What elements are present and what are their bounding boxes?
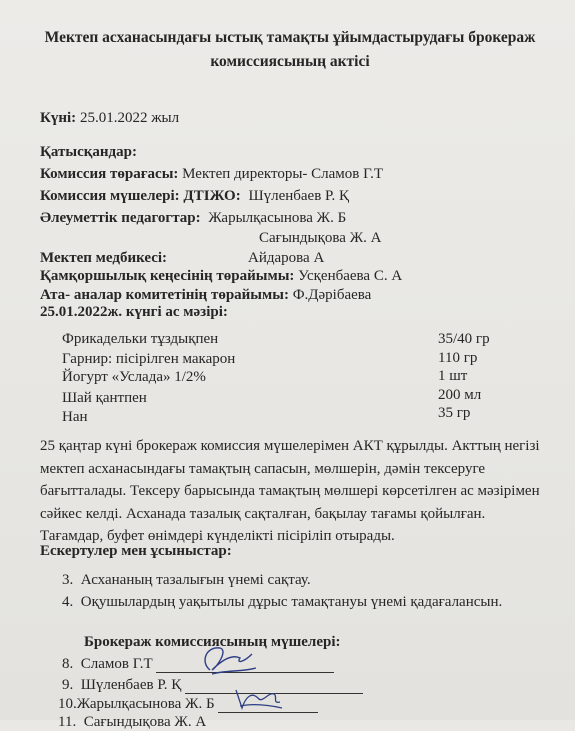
member-row bbox=[62, 656, 334, 673]
member-name: Сағындықова Ж. А bbox=[83, 714, 207, 730]
participant-nurse bbox=[40, 250, 167, 267]
recommendation-item bbox=[62, 572, 311, 589]
recommendation-item bbox=[62, 594, 502, 611]
recommendation-text: Асхананың тазалығын үнемі сақтау. bbox=[80, 572, 311, 588]
act-paragraph bbox=[40, 435, 560, 548]
signature-line bbox=[185, 679, 363, 694]
paragraph-line: Тағамдар, буфет өнімдері күнделікті пісіріліп отырады. bbox=[40, 528, 395, 545]
member-row bbox=[62, 677, 363, 694]
participant-name: Шүленбаев Р. Қ bbox=[248, 188, 350, 204]
participant-role: Мектеп медбикесі: bbox=[40, 250, 168, 266]
paragraph-line: сәйкес келді. Асханада тазалық сақталған, бақылау тағамы қойылған. bbox=[40, 505, 486, 522]
participant-name: Ф.Дәрібаева bbox=[292, 287, 372, 303]
paragraph-line: 25 қаңтар күні брокераж комиссия мүшелерімен АКТ құрылды. Акттың негізі bbox=[40, 438, 540, 454]
date-row bbox=[40, 110, 179, 127]
menu-qty: 200 мл bbox=[438, 387, 482, 403]
member-number: 10. bbox=[58, 696, 77, 712]
member-name: Шүленбаев Р. Қ bbox=[80, 677, 182, 693]
member-name: Жарылқасынова Ж. Б bbox=[76, 696, 215, 712]
member-number: 11. bbox=[58, 714, 77, 730]
participant-chair bbox=[40, 166, 383, 183]
participant-board bbox=[40, 268, 402, 285]
menu-qty: 1 шт bbox=[438, 368, 468, 384]
participant-name: Усқенбаева С. А bbox=[298, 268, 403, 284]
members-heading: Брокераж комиссиясының мүшелері: bbox=[84, 634, 341, 650]
recommendation-number: 3. bbox=[62, 572, 74, 588]
participant-parents bbox=[40, 287, 371, 304]
participant-nurse-name bbox=[248, 250, 324, 267]
participant-role: Қамқоршылық кеңесінің төрайымы: bbox=[40, 268, 295, 284]
date-label: Күні: bbox=[40, 110, 77, 126]
participant-role: Комиссия төрағасы: bbox=[40, 166, 179, 182]
menu-item: Шай қантпен bbox=[62, 390, 147, 406]
participant-role: Әлеуметтік педагогтар: bbox=[40, 210, 201, 226]
member-row bbox=[58, 696, 318, 713]
participant-social-ped-2 bbox=[259, 230, 381, 247]
menu-qty: 35/40 гр bbox=[438, 331, 490, 347]
participant-members bbox=[40, 188, 349, 205]
title-line-2: комиссиясының актісі bbox=[210, 53, 370, 70]
participant-name: Жарылқасынова Ж. Б bbox=[208, 210, 347, 226]
signature-line bbox=[156, 658, 334, 673]
recommendations-heading: Ескертулер мен ұсыныстар: bbox=[40, 543, 232, 559]
date-value: 25.01.2022 жыл bbox=[79, 110, 180, 126]
paragraph-line: бағытталады. Тексеру барысында тамақтың мөлшері көрсетілген ас мәзірімен bbox=[40, 483, 540, 500]
participant-name: Сағындықова Ж. А bbox=[259, 230, 382, 246]
menu-heading: 25.01.2022ж. күнгі ас мәзірі: bbox=[40, 304, 228, 320]
menu-item: Фрикадельки тұздықпен bbox=[62, 331, 219, 347]
signature-line bbox=[218, 698, 318, 713]
member-name: Сламов Г.Т bbox=[80, 656, 153, 672]
member-number: 8. bbox=[62, 656, 74, 672]
participant-extra: ДТІЖО: bbox=[183, 188, 241, 204]
recommendation-text: Оқушылардың уақытылы дұрыс тамақтануы үнемі қадағалансын. bbox=[80, 594, 503, 610]
participant-role: Комиссия мүшелері: bbox=[40, 188, 180, 204]
participant-name: Мектеп директоры- Сламов Г.Т bbox=[182, 166, 384, 182]
participant-role: Ата- аналар комитетінің төрайымы: bbox=[40, 287, 289, 303]
participant-social-ped bbox=[40, 210, 346, 227]
participants-heading: Қатысқандар: bbox=[40, 144, 137, 160]
document-title bbox=[30, 26, 550, 74]
menu-qty: 110 гр bbox=[438, 350, 478, 366]
menu-item: Нан bbox=[62, 409, 88, 425]
title-line-1: Мектеп асханасындағы ыстық тамақты ұйымдастырудағы брокераж bbox=[44, 29, 536, 46]
menu-item: Йогурт «Услада» 1/2% bbox=[62, 369, 206, 385]
paragraph-line: мектеп асханасындағы тамақтың сапасын, мөлшерін, дәмін тексеруге bbox=[40, 460, 486, 477]
member-row bbox=[58, 714, 206, 731]
menu-qty: 35 гр bbox=[438, 405, 471, 421]
menu-item: Гарнир: пісірілген макарон bbox=[62, 351, 236, 367]
member-number: 9. bbox=[62, 677, 74, 693]
participant-name: Айдарова А bbox=[248, 250, 325, 266]
recommendation-number: 4. bbox=[62, 594, 74, 610]
